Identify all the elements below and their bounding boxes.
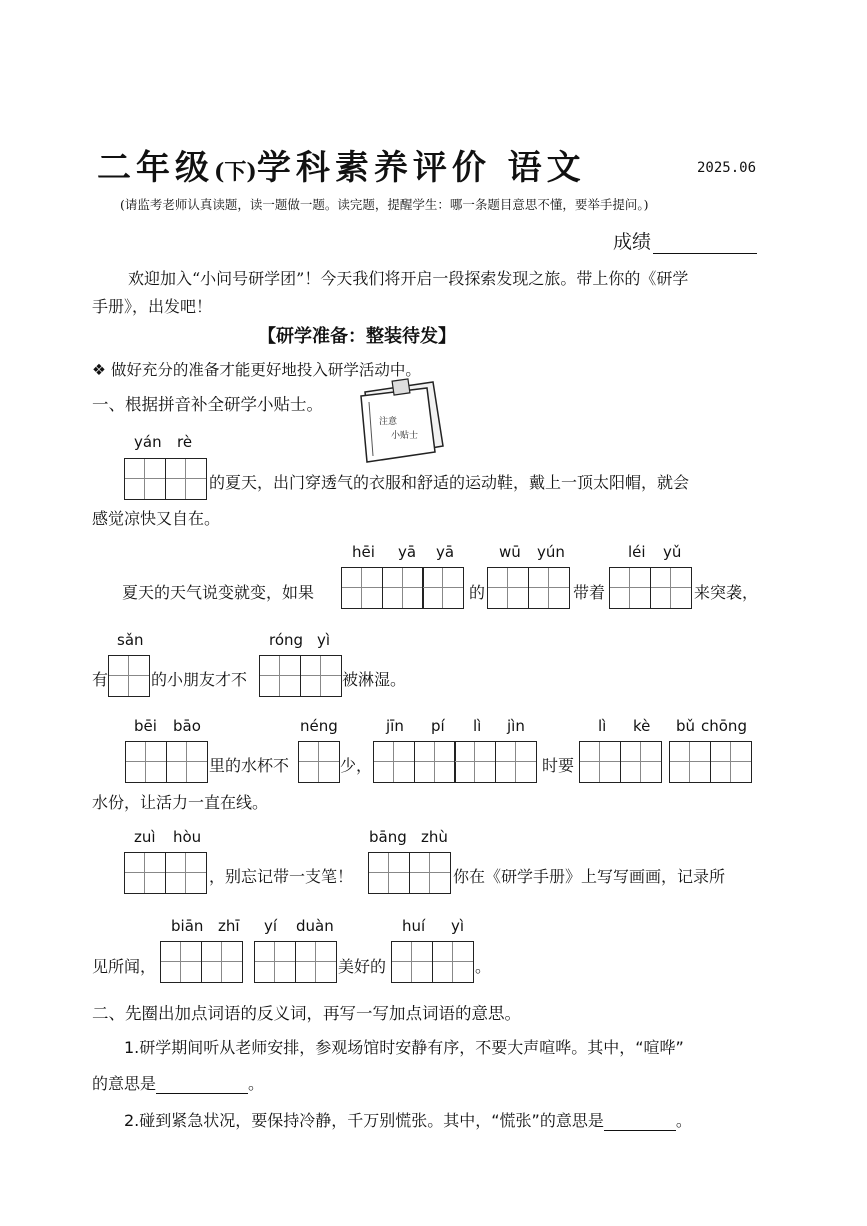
pinyin-jin1: jīn xyxy=(386,717,404,735)
q2-item1-end: 。 xyxy=(248,1074,265,1093)
char-box[interactable] xyxy=(166,741,208,783)
intro-line-2: 手册》，出发吧！ xyxy=(92,297,213,316)
q1-title: 一、根据拼音补全研学小贴士。 xyxy=(92,395,323,414)
char-box[interactable] xyxy=(620,741,662,783)
pinyin-hui: huí xyxy=(402,917,426,935)
intro-line-1: 欢迎加入“小问号研学团”！今天我们将开启一段探索发现之旅。带上你的《研学 xyxy=(128,269,689,288)
q1-text-5a: ，别忘记带一支笔！ xyxy=(209,867,354,886)
pinyin-jin2: jìn xyxy=(507,717,525,735)
q1-text-2d: 来突袭， xyxy=(694,583,759,602)
pinyin-yu: yǔ xyxy=(663,543,682,561)
pinyin-wu: wū xyxy=(499,543,521,561)
q2-item1-line2 xyxy=(92,1071,264,1094)
q1-text-4b: 少， xyxy=(340,756,373,775)
char-box[interactable] xyxy=(165,852,207,894)
pinyin-zui: zuì xyxy=(134,828,156,846)
q2-item2-end: 。 xyxy=(675,1111,692,1130)
pinyin-yi: yì xyxy=(317,631,331,649)
pinyin-re: rè xyxy=(177,433,193,451)
q1-text-2b: 的 xyxy=(469,583,486,602)
char-box[interactable] xyxy=(373,741,415,783)
char-box[interactable] xyxy=(341,567,383,609)
q1-text-6c: 。 xyxy=(475,957,492,976)
char-box[interactable] xyxy=(124,458,166,500)
q1-text-5b: 你在《研学手册》上写写画画，记录所 xyxy=(453,867,726,886)
char-box[interactable] xyxy=(368,852,410,894)
answer-boxes-rongyi[interactable] xyxy=(259,655,342,697)
char-box[interactable] xyxy=(259,655,301,697)
answer-boxes-leiyu[interactable] xyxy=(609,567,692,609)
char-box[interactable] xyxy=(650,567,692,609)
pinyin-bei: bēi xyxy=(134,717,157,735)
answer-boxes-zuihou[interactable] xyxy=(124,852,207,894)
char-box[interactable] xyxy=(108,655,150,697)
score-field[interactable] xyxy=(613,227,757,254)
char-box[interactable] xyxy=(487,567,529,609)
char-box[interactable] xyxy=(300,655,342,697)
pinyin-neng: néng xyxy=(300,717,338,735)
q2-item2-label: 2.碰到紧急状况，要保持冷静，千万别慌张。其中，“慌张”的意思是 xyxy=(124,1111,604,1130)
pinyin-bu: bǔ xyxy=(676,717,696,735)
q1-text-4c: 时要 xyxy=(542,756,575,775)
pinyin-lei: léi xyxy=(628,543,646,561)
title-subject: 学科素养评价 语文 xyxy=(256,148,586,188)
pinyin-hei: hēi xyxy=(352,543,375,561)
q2-title: 二、先圈出加点词语的反义词，再写一写加点词语的意思。 xyxy=(92,1004,521,1023)
page-title xyxy=(97,140,586,189)
char-box[interactable] xyxy=(165,458,207,500)
section-hint: ❖ 做好充分的准备才能更好地投入研学活动中。 xyxy=(92,361,421,379)
char-box[interactable] xyxy=(409,852,451,894)
q1-text-3c: 被淋湿。 xyxy=(342,670,407,689)
q1-text-6a: 见所闻， xyxy=(92,957,157,976)
pinyin-li: lì xyxy=(473,717,482,735)
q1-text-1b: 感觉凉快又自在。 xyxy=(92,509,221,528)
pinyin-duan: duàn xyxy=(296,917,334,935)
score-label: 成绩 xyxy=(613,231,652,253)
pinyin-zhi: zhī xyxy=(218,917,240,935)
pinyin-rong: róng xyxy=(269,631,304,649)
pinyin-yi3: yì xyxy=(451,917,465,935)
pinyin-bao: bāo xyxy=(173,717,201,735)
q1-text-2c: 带着 xyxy=(573,583,606,602)
pinyin-yan: yán xyxy=(134,433,162,451)
sticker-label: 注意小贴士 xyxy=(379,417,419,441)
char-box[interactable] xyxy=(669,741,711,783)
char-box[interactable] xyxy=(579,741,621,783)
answer-boxes-beibao[interactable] xyxy=(125,741,208,783)
pinyin-yun: yún xyxy=(537,543,565,561)
char-box[interactable] xyxy=(254,941,296,983)
q1-text-2a: 夏天的天气说变就变，如果 xyxy=(122,583,315,602)
pinyin-ke: kè xyxy=(633,717,651,735)
char-box[interactable] xyxy=(382,567,424,609)
q1-text-3a: 有 xyxy=(92,670,109,689)
char-box[interactable] xyxy=(160,941,202,983)
score-blank[interactable] xyxy=(653,233,757,254)
q1-text-6b: 美好的 xyxy=(338,957,387,976)
pinyin-zhu: zhù xyxy=(421,828,448,846)
answer-boxes-bangzhu[interactable] xyxy=(368,852,451,894)
char-box[interactable] xyxy=(609,567,651,609)
pinyin-bian: biān xyxy=(171,917,204,935)
char-box[interactable] xyxy=(432,941,474,983)
pinyin-hou: hòu xyxy=(173,828,202,846)
q2-item1-line1: 1.研学期间听从老师安排，参观场馆时安静有序，不要大声喧哗。其中，“喧哗” xyxy=(124,1038,684,1057)
char-box[interactable] xyxy=(295,941,337,983)
pinyin-yi2: yí xyxy=(264,917,278,935)
section-heading: 【研学准备：整装待发】 xyxy=(258,326,456,347)
pinyin-li2: lì xyxy=(598,717,607,735)
answer-box-neng[interactable] xyxy=(298,741,340,783)
q1-text-1a: 的夏天，出门穿透气的衣服和舒适的运动鞋，戴上一顶太阳帽，就会 xyxy=(209,473,690,492)
char-box[interactable] xyxy=(422,567,464,609)
answer-boxes-jinpilijin[interactable] xyxy=(373,741,537,783)
q1-text-4d: 水份，让活力一直在线。 xyxy=(92,793,269,812)
title-grade: 二年级 xyxy=(97,148,214,188)
char-box[interactable] xyxy=(201,941,243,983)
q1-text-4a: 里的水杯不 xyxy=(209,756,290,775)
answer-boxes-buchong[interactable] xyxy=(669,741,752,783)
notes-sticker-image xyxy=(355,378,447,464)
answer-boxes-like[interactable] xyxy=(579,741,662,783)
answer-boxes-bianzhi[interactable] xyxy=(160,941,243,983)
pinyin-pi: pí xyxy=(431,717,445,735)
answer-boxes-wuyun[interactable] xyxy=(487,567,570,609)
answer-boxes-yiduan[interactable] xyxy=(254,941,337,983)
answer-box-san[interactable] xyxy=(108,655,150,697)
q2-item2-line xyxy=(124,1108,692,1131)
char-box[interactable] xyxy=(124,852,166,894)
char-box[interactable] xyxy=(528,567,570,609)
char-box[interactable] xyxy=(391,941,433,983)
q1-text-3b: 的小朋友才不 xyxy=(151,670,248,689)
title-term: (下) xyxy=(214,159,257,185)
answer-boxes-heiyaya[interactable] xyxy=(341,567,464,609)
char-box[interactable] xyxy=(710,741,752,783)
exam-date: 2025.06 xyxy=(697,160,757,176)
q2-item2-blank[interactable] xyxy=(604,1114,676,1131)
char-box[interactable] xyxy=(125,741,167,783)
pinyin-ya2: yā xyxy=(436,543,455,561)
char-box[interactable] xyxy=(414,741,456,783)
answer-boxes-yanre[interactable] xyxy=(124,458,207,500)
q2-item1-label: 的意思是 xyxy=(92,1074,157,1093)
char-box[interactable] xyxy=(454,741,496,783)
char-box[interactable] xyxy=(495,741,537,783)
pinyin-bang: bāng xyxy=(369,828,407,846)
pinyin-chong: chōng xyxy=(701,717,747,735)
pinyin-ya1: yā xyxy=(398,543,417,561)
exam-instructions: (请监考老师认真读题，读一题做一题。读完题，提醒学生：哪一条题目意思不懂，要举手提问。) xyxy=(120,197,649,212)
answer-boxes-huiyi[interactable] xyxy=(391,941,474,983)
pinyin-san: sǎn xyxy=(117,631,144,649)
q2-item1-blank[interactable] xyxy=(156,1077,248,1094)
char-box[interactable] xyxy=(298,741,340,783)
